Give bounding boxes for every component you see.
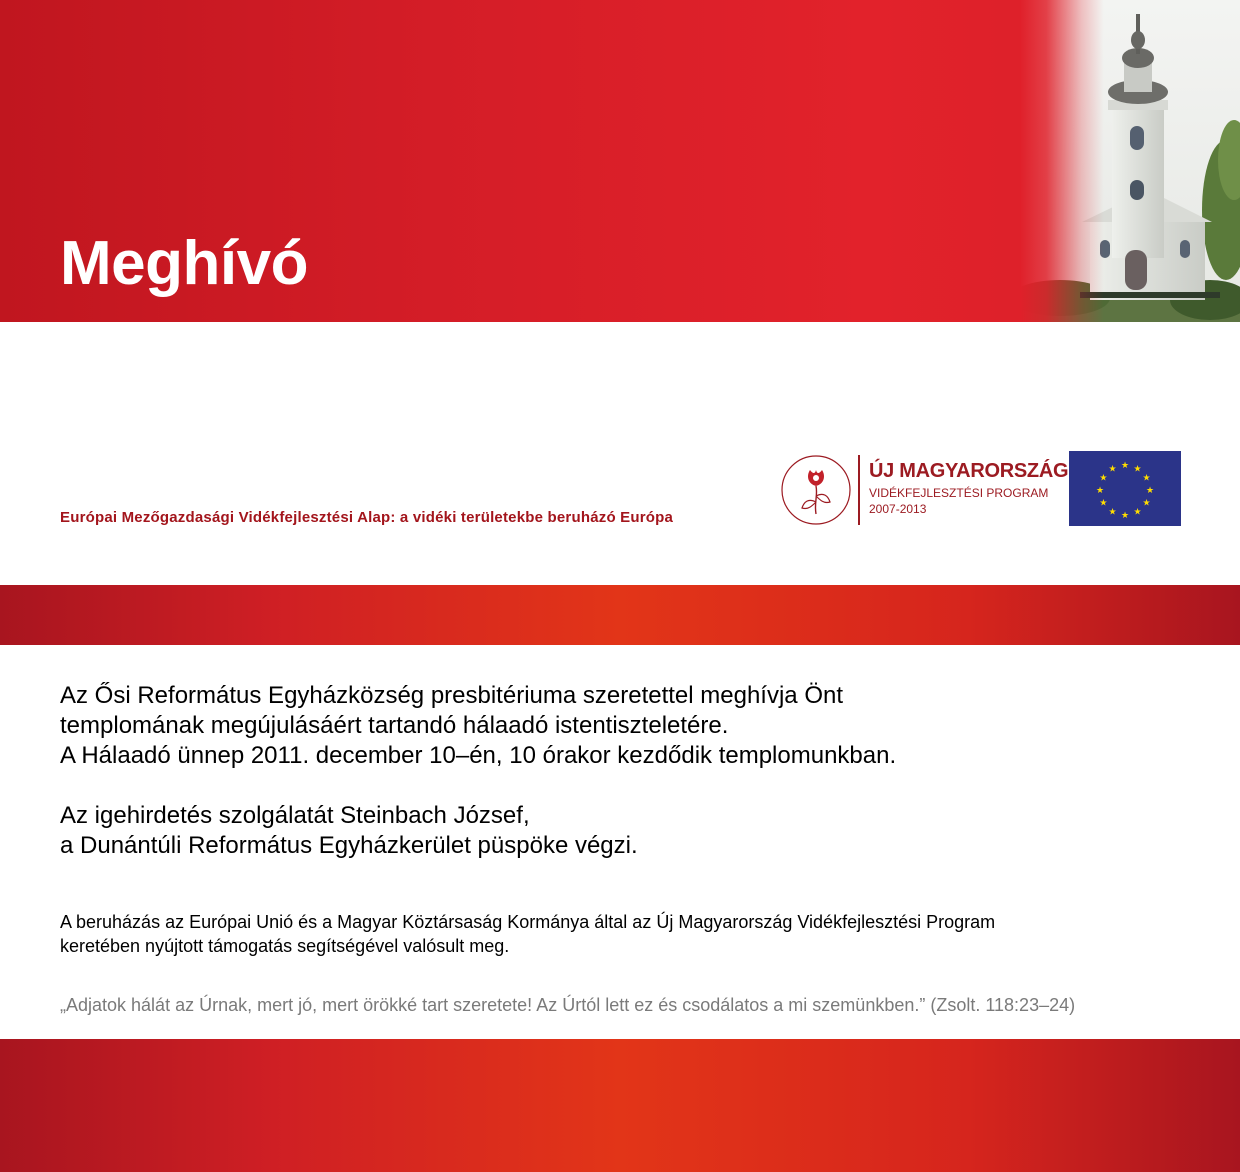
- svg-text:★: ★: [1108, 464, 1117, 475]
- invitation-paragraph-2: [60, 801, 896, 861]
- bible-quote: „Adjatok hálát az Úrnak, mert jó, mert örökké tart szeretete! Az Úrtól lett ez és csodálatos a mi szemünkben.” (Zsolt. 118:23–24): [60, 995, 1076, 1015]
- svg-text:★: ★: [1095, 486, 1105, 496]
- svg-text:★: ★: [1120, 511, 1130, 521]
- svg-text:★: ★: [1099, 473, 1108, 484]
- svg-text:★: ★: [1142, 473, 1151, 484]
- page-title: Meghívó: [60, 229, 308, 298]
- svg-text:★: ★: [1120, 461, 1130, 471]
- invitation-text: [60, 681, 896, 861]
- support-line: keretében nyújtott támogatás segítségével valósult meg.: [60, 936, 510, 956]
- invitation-line: A Hálaadó ünnep 2011. december 10–én, 10 órakor kezdődik templomunkban.: [60, 742, 897, 769]
- program-text: [869, 460, 1068, 516]
- eu-flag-icon: [1069, 451, 1181, 526]
- svg-text:★: ★: [1133, 464, 1142, 475]
- umvp-logo: [780, 452, 1069, 528]
- program-title: ÚJ MAGYARORSZÁG: [869, 460, 1069, 482]
- invitation-line: templomának megújulásáért tartandó hálaadó istentiszteletére.: [60, 712, 729, 739]
- svg-text:★: ★: [1108, 507, 1117, 518]
- header-banner: [0, 0, 1240, 322]
- svg-text:★: ★: [1142, 498, 1151, 509]
- svg-text:★: ★: [1145, 486, 1155, 496]
- logo-divider: [858, 455, 860, 525]
- program-years: 2007-2013: [869, 502, 927, 516]
- church-photo: [1020, 0, 1240, 322]
- invitation-line: a Dunántúli Református Egyházkerület püspöke végzi.: [60, 832, 638, 859]
- svg-text:★: ★: [1099, 498, 1108, 509]
- rose-icon: [780, 452, 856, 528]
- support-statement: [60, 910, 995, 958]
- funding-tagline: Európai Mezőgazdasági Vidékfejlesztési Alap: a vidéki területekbe beruházó Európa: [60, 509, 674, 526]
- invitation-line: Az igehirdetés szolgálatát Steinbach József,: [60, 802, 530, 829]
- invitation-line: Az Ősi Református Egyházközség presbitériuma szeretettel meghívja Önt: [60, 682, 843, 709]
- decorative-band-middle: [0, 585, 1240, 645]
- invitation-paragraph-1: [60, 681, 896, 771]
- support-line: A beruházás az Európai Unió és a Magyar Köztársaság Kormánya által az Új Magyarország Vidékfejlesztési Program: [60, 912, 996, 932]
- program-subtitle: VIDÉKFEJLESZTÉSI PROGRAM: [869, 486, 1049, 500]
- svg-text:★: ★: [1133, 507, 1142, 518]
- decorative-band-bottom: [0, 1039, 1240, 1172]
